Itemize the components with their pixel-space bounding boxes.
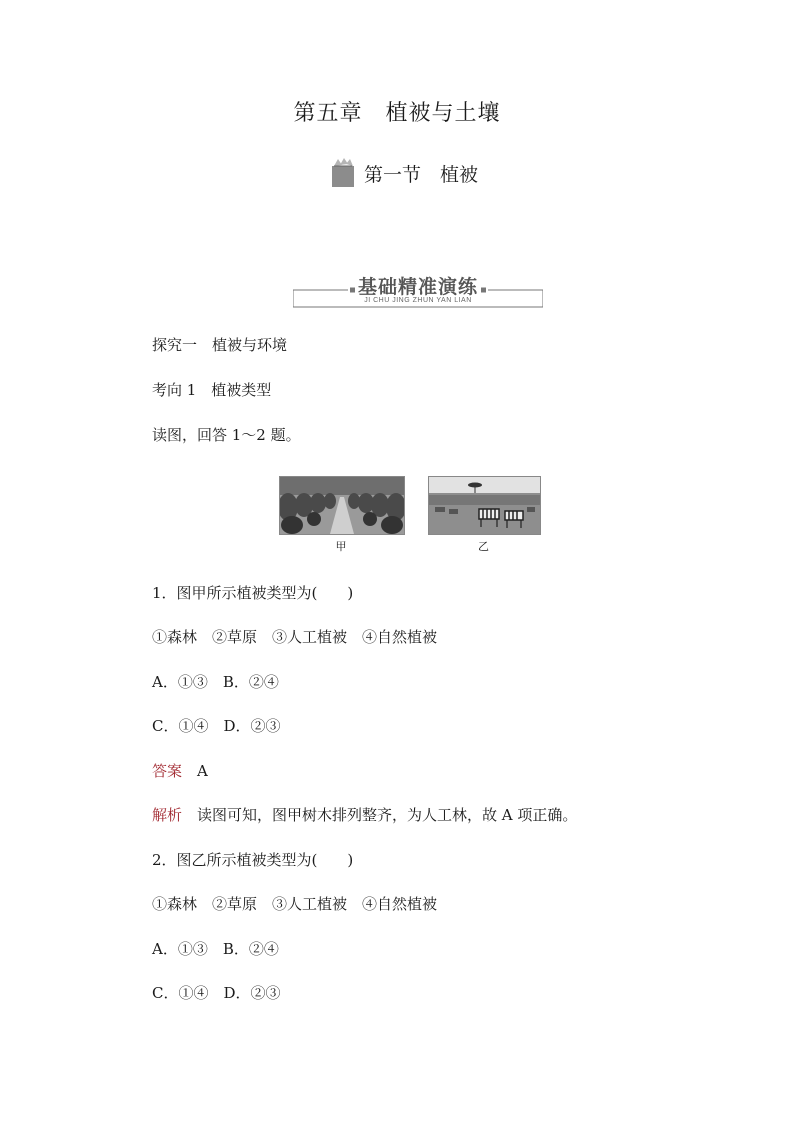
vineyard-photo xyxy=(279,476,405,535)
figure-caption-jia: 甲 xyxy=(335,540,347,553)
analysis-label: 解析 xyxy=(152,806,183,824)
question-2-options: ①森林 ②草原 ③人工植被 ④自然植被 xyxy=(152,895,438,913)
question-1-options: ①森林 ②草原 ③人工植被 ④自然植被 xyxy=(152,628,438,646)
question-2-stem: 2．图乙所示植被类型为( ) xyxy=(152,851,354,869)
inquiry-heading: 探究一 植被与环境 xyxy=(152,336,288,354)
instruction-text: 读图，回答 1～2 题。 xyxy=(152,426,301,444)
direction-heading: 考向 1 植被类型 xyxy=(152,381,272,399)
question-1-stem: 1．图甲所示植被类型为( ) xyxy=(152,584,354,602)
figure-caption-yi: 乙 xyxy=(478,540,489,553)
question-2-choices-cd: C．①④ D．②③ xyxy=(152,984,281,1002)
banner-title: 基础精准演练 xyxy=(357,276,478,298)
question-1-choices-ab: A．①③ B．②④ xyxy=(152,673,279,691)
section-title: 第一节 植被 xyxy=(364,163,479,186)
question-1-answer xyxy=(152,760,208,781)
banner-subtitle: JI CHU JING ZHUN YAN LIAN xyxy=(364,297,472,304)
question-1-choices-cd: C．①④ D．②③ xyxy=(152,717,281,735)
question-1-analysis xyxy=(152,804,577,825)
practice-banner xyxy=(293,272,543,308)
analysis-text: 读图可知，图甲树木排列整齐，为人工林，故 A 项正确。 xyxy=(197,806,578,824)
book-icon xyxy=(330,158,356,188)
chapter-title: 第五章 植被与土壤 xyxy=(293,101,501,126)
question-2-choices-ab: A．①③ B．②④ xyxy=(152,940,279,958)
savanna-zebra-photo xyxy=(428,476,541,535)
answer-label: 答案 xyxy=(152,762,183,780)
section-header xyxy=(330,156,478,190)
answer-value: A xyxy=(197,762,208,780)
